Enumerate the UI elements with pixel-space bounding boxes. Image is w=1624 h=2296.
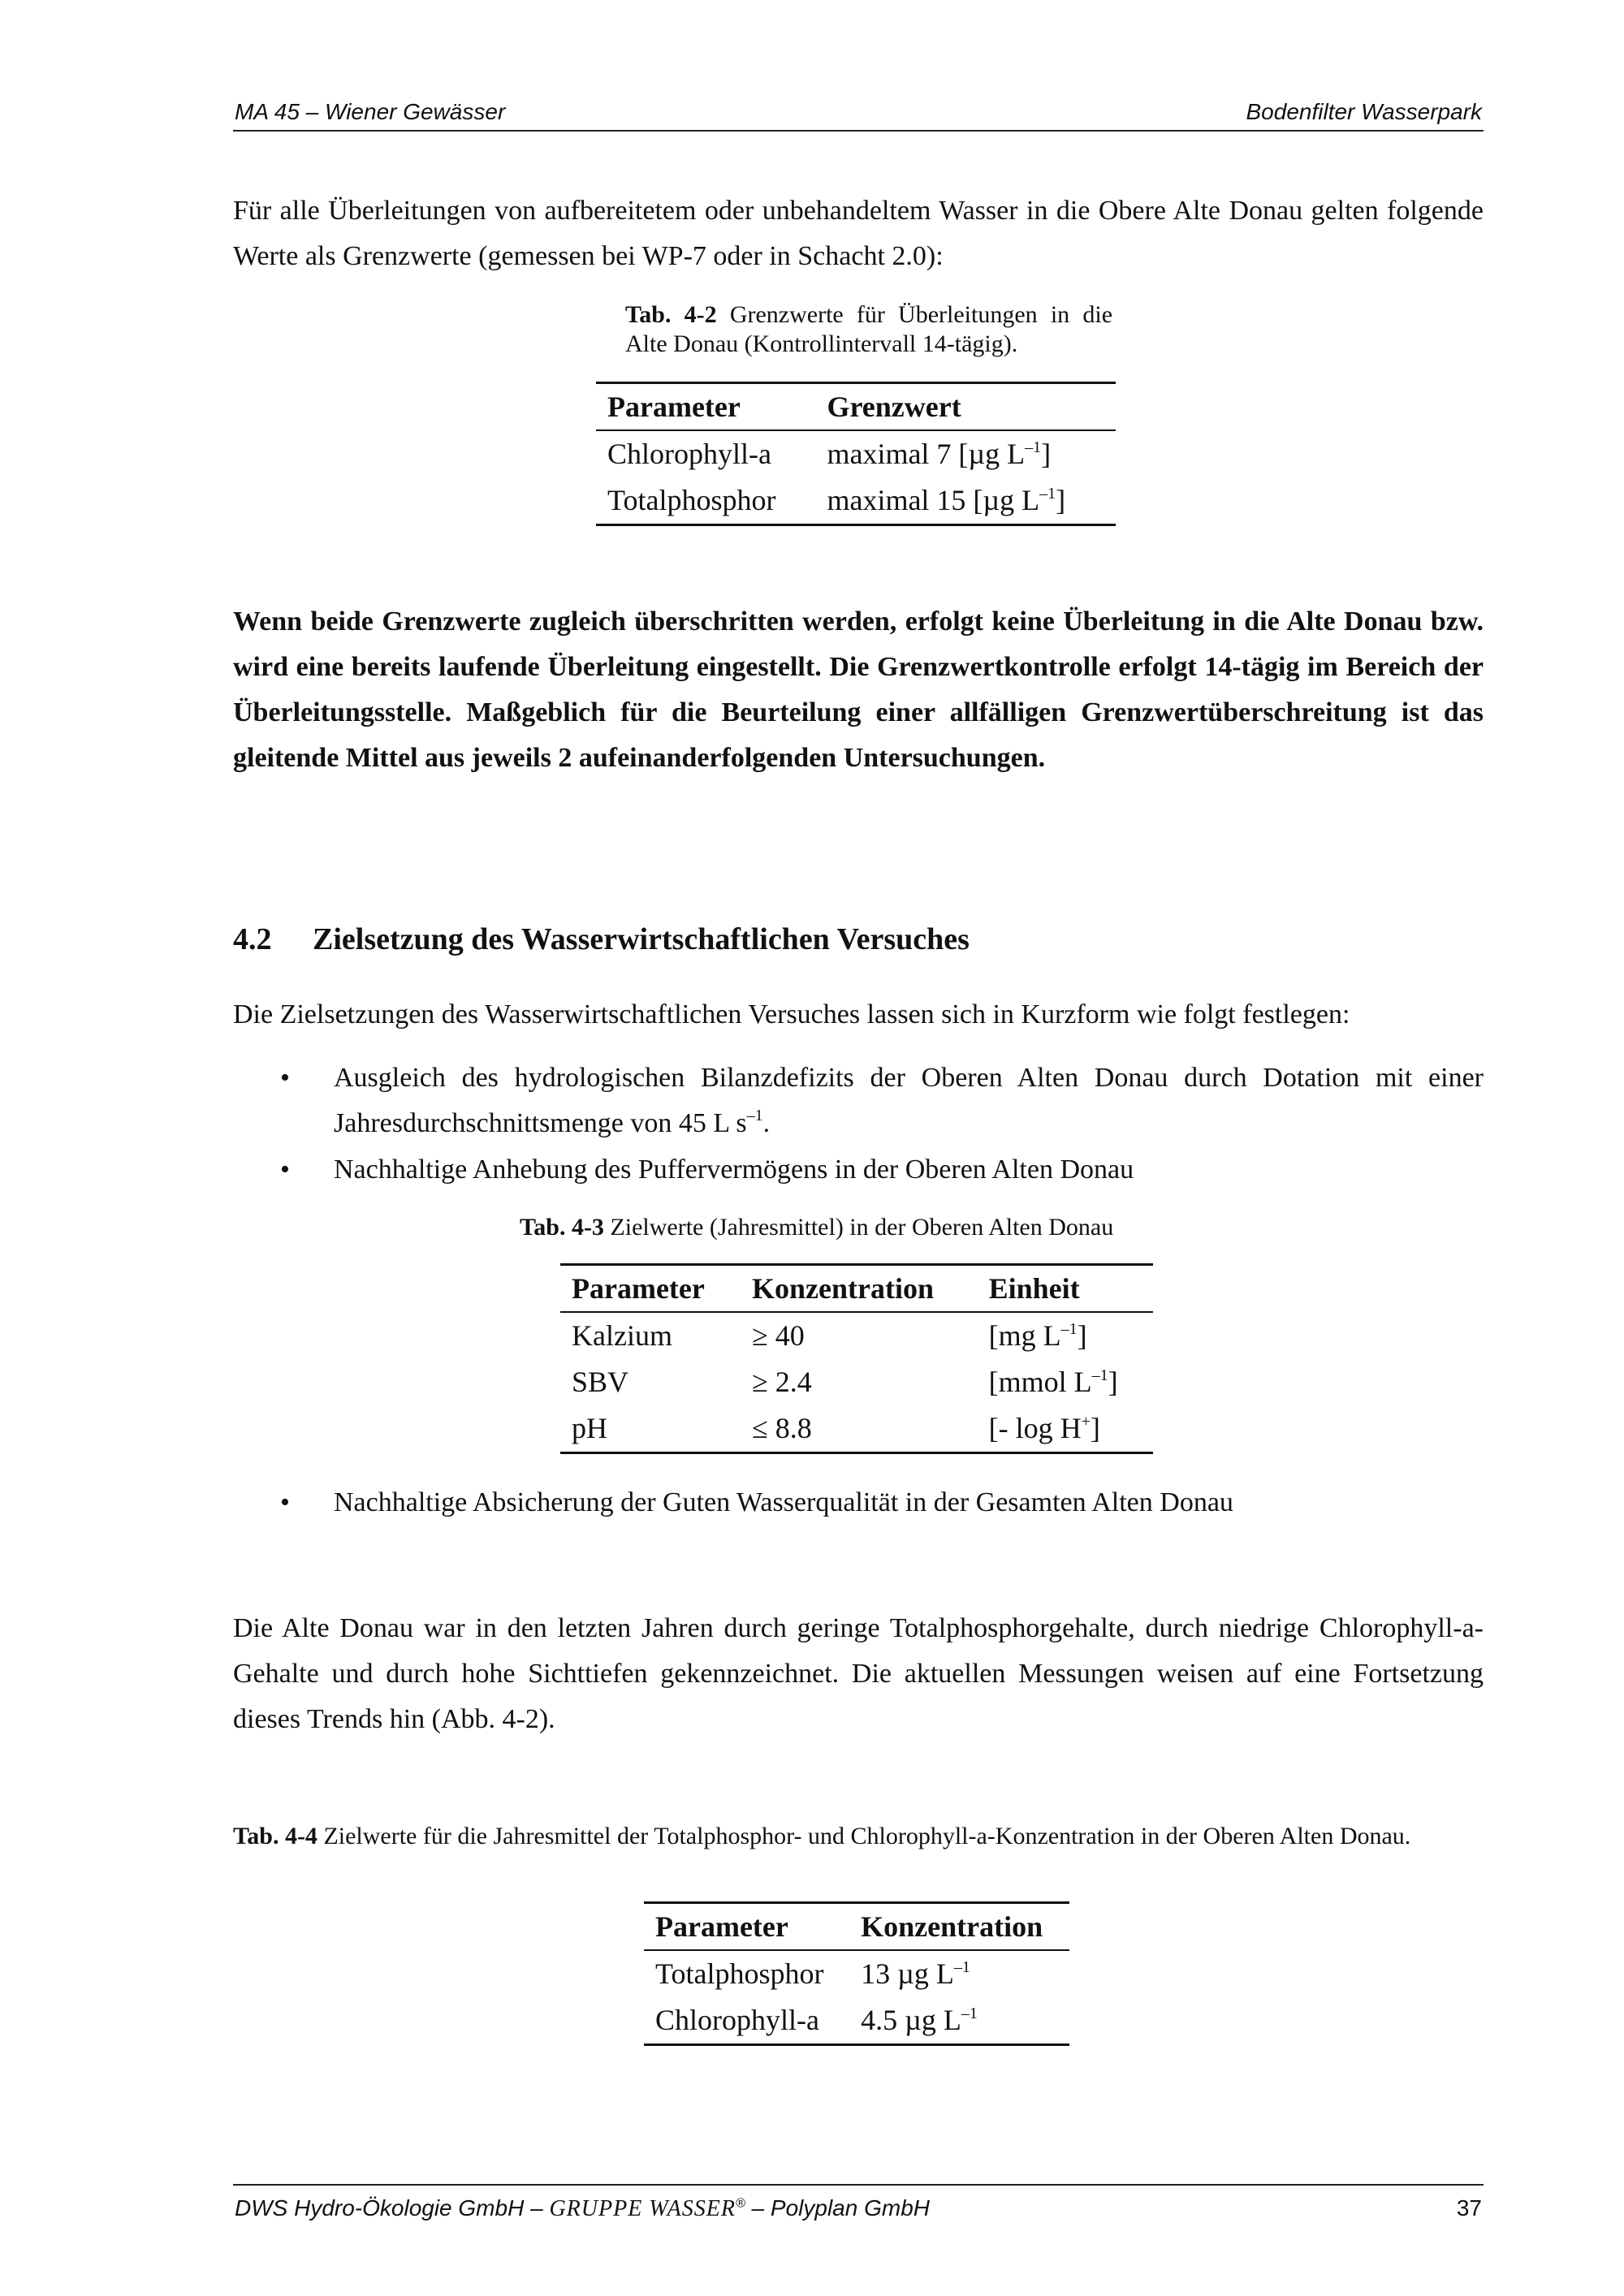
bullet-icon: • [280,1487,290,1517]
bullet-item [233,1480,1484,1526]
bold-paragraph: Wenn beide Grenzwerte zugleich überschritten werden, erfolgt keine Überleitung in die Alte Donau bzw. wird eine bereits laufende Überleitung eingestellt. Die Grenzwertkontrolle erfolgt 14-tägig im Bereich der Überleitungsstelle. Maßgeblich für die Beurteilung einer allfälligen Grenzwertüberschreitung ist das gleitende Mittel aus jeweils 2 aufeinanderfolgenden Untersuchungen. [233,606,1484,773]
header-left: MA 45 – Wiener Gewässer [235,99,506,124]
header-right: Bodenfilter Wasserpark [1246,99,1482,124]
section-intro: Die Zielsetzungen des Wasserwirtschaftlichen Versuches lassen sich in Kurzform wie folgt festlegen: [233,999,1350,1029]
table-cell: [- log H+] [978,1405,1153,1453]
table-cell: 13 µg $L^{-1}$ [861,1957,970,1990]
intro-paragraph: Für alle Überleitungen von aufbereitetem oder unbehandeltem Wasser in die Obere Alte Donau gelten folgende Werte als Grenzwerte (gemessen bei WP-7 oder in Schacht 2.0): [233,196,1484,271]
bullet-text: Nachhaltige Absicherung der Guten Wasserqualität in der Gesamten Alten Donau [334,1487,1233,1517]
section-number: 4.2 [233,922,272,956]
page-header [233,97,1484,132]
table-cell: Chlorophyll-a [607,438,771,470]
table-cell: pH [560,1405,741,1453]
column-header: Parameter [644,1903,849,1951]
page-footer [233,2184,1484,2226]
table-4-3 [560,1263,1153,1454]
caption-text: Zielwerte für die Jahresmittel der Totalphosphor- und Chlorophyll-a-Konzentration in der Oberen Alten Donau. [323,1823,1411,1849]
table-cell: ≥ 40 [752,1319,805,1352]
table-cell: ≤ 8.8 [741,1405,978,1453]
table-cell: Chlorophyll-a [644,1997,849,2045]
caption-label: Tab. 4-3 [520,1214,604,1241]
bullet-icon: • [280,1154,290,1185]
table-header-row [644,1903,1069,1951]
footer-companies: DWS Hydro-Ökologie GmbH – GRUPPE WASSER® – Polyplan GmbH [235,2195,930,2221]
column-header: Konzentration [849,1903,1069,1951]
column-header: Parameter [596,383,815,431]
table-header-row [596,383,1116,431]
table-4-3-caption [520,1213,1250,1242]
table-cell: [mg $L^{-1}$] [988,1319,1087,1352]
caption-label: Tab. 4-2 [625,301,717,328]
table-cell: SBV [572,1366,629,1398]
bullet-icon: • [280,1063,290,1093]
page-number: 37 [1456,2195,1482,2220]
table-4-2-caption [625,300,1112,359]
table-cell: Totalphosphor [596,477,815,525]
table-cell: [mmol $L^{-1}$] [988,1366,1118,1398]
column-header: Einheit [978,1265,1153,1313]
table-4-2 [596,382,1116,526]
section-heading [233,921,970,957]
table-cell: maximal 7 [µg $L^{-1}$] [827,438,1052,470]
section-title: Zielsetzung des Wasserwirtschaftlichen Versuches [313,922,970,956]
table-row [644,1997,1069,2045]
caption-text: Zielwerte (Jahresmittel) in der Oberen Alten Donau [610,1214,1114,1241]
bullet-item [233,1055,1484,1146]
table-row [560,1405,1153,1453]
table-cell: Totalphosphor [655,1957,824,1990]
table-cell: 4.5 µg $L^{-1}$ [849,1997,1069,2045]
table-4-4 [644,1901,1069,2046]
bullet-text: Ausgleich des hydrologischen Bilanzdefizits der Oberen Alten Donau durch Dotation mit einer Jahresdurchschnittsmenge von 45 L $s^{-1}$. [334,1063,1484,1138]
column-header: Konzentration [741,1265,978,1313]
column-header: Parameter [560,1265,741,1313]
caption-text: Grenzwerte für Überleitungen in die Alte Donau (Kontrollintervall 14-tägig). [625,301,1113,357]
table-header-row [560,1265,1153,1313]
table-row [644,1950,1069,1997]
gruppe-wasser-brand: GRUPPE WASSER [549,2196,736,2221]
column-header: Grenzwert [815,383,1116,431]
table-row [560,1359,1153,1405]
caption-label: Tab. 4-4 [233,1823,317,1849]
table-row [596,430,1116,477]
bullet-item [233,1147,1484,1193]
table-cell: maximal 15 [µg $L^{-1}$] [815,477,1116,525]
table-row [560,1312,1153,1359]
table-cell: Kalzium [572,1319,672,1352]
table-4-4-caption [233,1822,1484,1851]
table-row [596,477,1116,525]
table-cell: ≥ 2.4 [752,1366,812,1398]
trend-paragraph: Die Alte Donau war in den letzten Jahren durch geringe Totalphosphorgehalte, durch niedrige Chlorophyll-a-Gehalte und durch hohe Sichttiefen gekennzeichnet. Die aktuellen Messungen weisen auf eine Fortsetzung dieses Trends hin (Abb. 4-2). [233,1613,1484,1734]
bullet-text: Nachhaltige Anhebung des Puffervermögens in der Oberen Alten Donau [334,1154,1134,1185]
